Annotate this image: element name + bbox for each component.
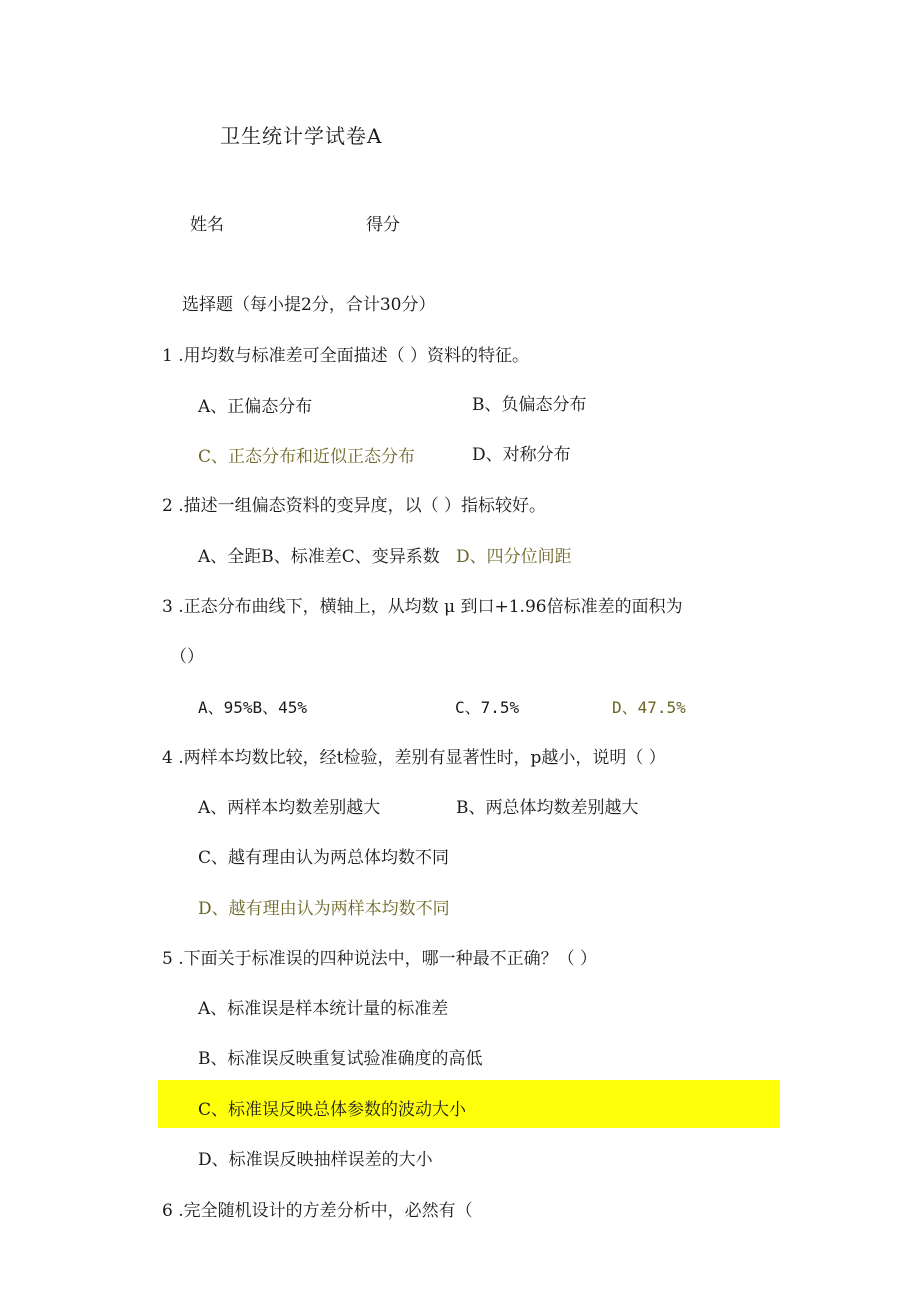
question-4-option-a: A、两样本均数差别越大 bbox=[198, 798, 381, 818]
question-5-option-b: B、标准误反映重复试验准确度的高低 bbox=[198, 1049, 483, 1069]
question-3-stem-cont: （） bbox=[170, 647, 204, 667]
name-label: 姓名 bbox=[190, 215, 224, 235]
question-1-stem: 1 .用均数与标准差可全面描述（ ）资料的特征。 bbox=[162, 346, 530, 366]
question-3-stem: 3 .正态分布曲线下，横轴上，从均数 μ 到口+1.96倍标准差的面积为 bbox=[162, 597, 683, 617]
question-5-option-d: D、标准误反映抽样误差的大小 bbox=[198, 1150, 433, 1170]
question-2-options-abc: A、全距B、标准差C、变异系数 bbox=[198, 547, 440, 567]
question-1-option-a: A、正偏态分布 bbox=[198, 397, 313, 417]
question-1-option-d: D、对称分布 bbox=[472, 445, 571, 465]
score-label: 得分 bbox=[366, 215, 400, 235]
question-4-option-b: B、两总体均数差别越大 bbox=[456, 798, 639, 818]
question-3-option-c: C、7.5% bbox=[455, 698, 520, 717]
question-2-option-d: D、四分位间距 bbox=[456, 547, 572, 567]
question-3-options-ab: A、95%B、45% bbox=[198, 698, 308, 717]
question-5-option-a: A、标准误是样本统计量的标准差 bbox=[198, 999, 449, 1019]
question-3-option-d: D、47.5% bbox=[612, 698, 686, 717]
question-1-option-c: C、正态分布和近似正态分布 bbox=[198, 447, 416, 467]
question-4-stem: 4 .两样本均数比较，经t检验，差别有显著性时，p越小，说明（ ） bbox=[162, 748, 666, 768]
section-heading: 选择题（每小提2分，合计30分） bbox=[182, 295, 436, 315]
question-5-option-c: C、标准误反映总体参数的波动大小 bbox=[198, 1100, 467, 1120]
question-6-stem: 6 .完全随机设计的方差分析中，必然有（ bbox=[162, 1201, 473, 1221]
page-title: 卫生统计学试卷A bbox=[220, 124, 383, 148]
question-1-option-b: B、负偏态分布 bbox=[472, 395, 587, 415]
question-4-option-d: D、越有理由认为两样本均数不同 bbox=[198, 899, 450, 919]
question-5-stem: 5 .下面关于标准误的四种说法中，哪一种最不正确？（ ） bbox=[162, 949, 598, 969]
question-4-option-c: C、越有理由认为两总体均数不同 bbox=[198, 848, 450, 868]
question-2-stem: 2 .描述一组偏态资料的变异度，以（ ）指标较好。 bbox=[162, 496, 547, 516]
